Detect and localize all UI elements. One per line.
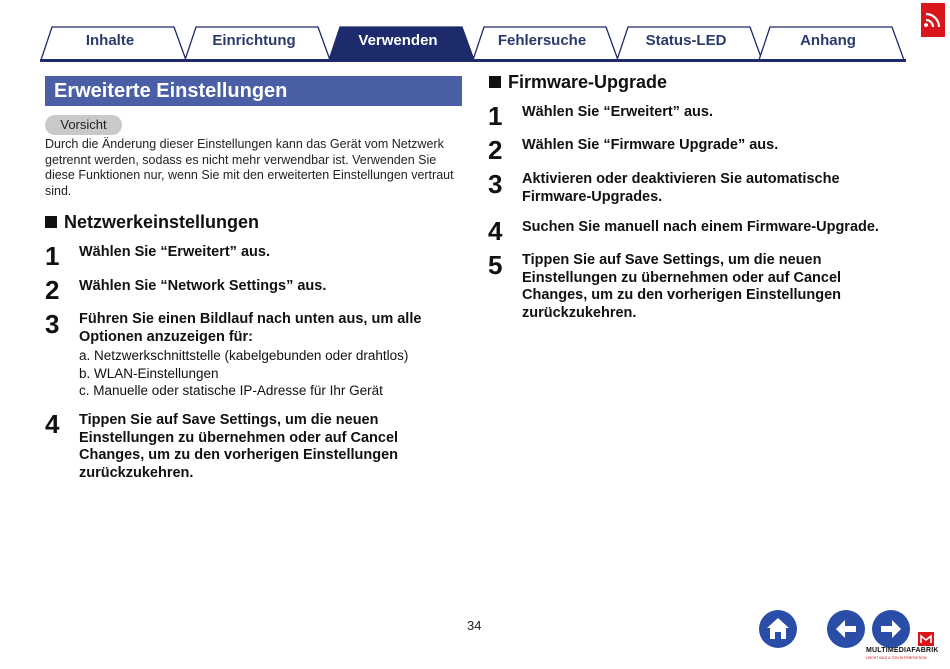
caution-text: Durch die Änderung dieser Einstellungen kann das Gerät vom Netzwerk getrennt werden, sodass es nicht mehr verwendbar ist. Verwenden Sie diese Funktionen nur, wenn Sie mit den erweiterten Einstellungen vertraut sind. (45, 137, 454, 198)
step-text (522, 104, 713, 122)
step-number: 1 (488, 101, 503, 131)
tab-label: Einrichtung (212, 32, 296, 49)
tab-verwenden[interactable] (328, 26, 468, 60)
tab-einrichtung[interactable] (184, 26, 324, 60)
sub-item: b. WLAN-Einstellungen (79, 366, 219, 381)
step-number: 2 (488, 135, 503, 165)
tab-label: Anhang (800, 32, 856, 49)
step-line: zurückzukehren. (522, 304, 637, 321)
tab-underline (40, 59, 906, 62)
tab-label: Fehlersuche (497, 32, 587, 49)
step-line: Wählen Sie “Network Settings” aus. (79, 278, 327, 294)
subhead-label: Firmware-Upgrade (508, 72, 668, 92)
step-line: Wählen Sie “Erweitert” aus. (79, 244, 270, 260)
tab-inhalte[interactable] (40, 26, 180, 60)
step-line: Suchen Sie manuell nach einem Firmware-Upgrade. (522, 219, 879, 235)
step-text (522, 137, 778, 155)
section-title: Erweiterte Einstellungen (45, 76, 462, 106)
tab-label: Verwenden (358, 32, 438, 49)
tab-fehlersuche[interactable] (472, 26, 612, 60)
step-text (79, 278, 326, 296)
step-number: 4 (45, 409, 60, 439)
step-line: Changes, um zu den vorherigen Einstellungen (522, 287, 842, 303)
arrow-left-icon (827, 610, 865, 648)
step-line: zurückzukehren. (79, 464, 194, 481)
subhead-firmware (489, 72, 667, 93)
step-line: Führen Sie einen Bildlauf nach unten aus, um alle (79, 311, 422, 327)
home-button[interactable] (759, 610, 797, 648)
multimediafabrik-watermark (866, 632, 944, 664)
mmf-text: MULTIMEDIAFABRIK (866, 647, 939, 654)
step-number: 3 (45, 309, 60, 339)
step-line: Wählen Sie “Erweitert” aus. (522, 104, 713, 120)
step-line: Optionen anzuzeigen für: (79, 328, 253, 345)
square-bullet-icon (489, 76, 501, 88)
brand-logo (921, 3, 945, 37)
tab-status-led[interactable] (616, 26, 756, 60)
subhead-label: Netzwerkeinstellungen (64, 212, 260, 232)
step-text (522, 171, 840, 206)
back-button[interactable] (827, 610, 865, 648)
tab-label: Inhalte (85, 32, 135, 49)
step-number: 1 (45, 241, 60, 271)
step-text (79, 311, 421, 346)
step-line: Changes, um zu den vorherigen Einstellungen (79, 447, 399, 463)
step-number: 3 (488, 169, 503, 199)
step-text (79, 244, 270, 262)
tab-label: Status-LED (645, 32, 727, 49)
step-line: Einstellungen zu übernehmen oder auf Cancel (522, 269, 842, 286)
tab-anhang[interactable] (758, 26, 898, 60)
step-line: Tippen Sie auf Save Settings, um die neuen (522, 252, 822, 268)
home-icon (759, 610, 797, 648)
step-line: Wählen Sie “Firmware Upgrade” aus. (522, 137, 779, 153)
step-number: 4 (488, 216, 503, 246)
step-number: 2 (45, 275, 60, 305)
wireless-logo-icon (924, 11, 942, 29)
tab-bar (40, 26, 906, 62)
caution-badge: Vorsicht (45, 115, 122, 135)
sub-item: a. Netzwerkschnittstelle (kabelgebunden oder drahtlos) (79, 348, 409, 363)
step-line: Firmware-Upgrades. (522, 188, 663, 205)
step-number: 5 (488, 250, 503, 280)
square-bullet-icon (45, 216, 57, 228)
step-line: Tippen Sie auf Save Settings, um die neuen (79, 412, 379, 428)
step-text (522, 252, 841, 322)
step-text (79, 412, 398, 482)
page-number: 34 (467, 618, 482, 633)
step-text (522, 219, 879, 237)
step-line: Einstellungen zu übernehmen oder auf Cancel (79, 429, 399, 446)
subhead-network (45, 212, 259, 233)
step-line: Aktivieren oder deaktivieren Sie automatische (522, 171, 840, 187)
sub-item: c. Manuelle oder statische IP-Adresse für Ihr Gerät (79, 383, 383, 398)
mmf-logo-icon (918, 632, 934, 646)
mmf-subtext: LEICHT BILD & TON IN PERFEKTION (866, 656, 927, 660)
